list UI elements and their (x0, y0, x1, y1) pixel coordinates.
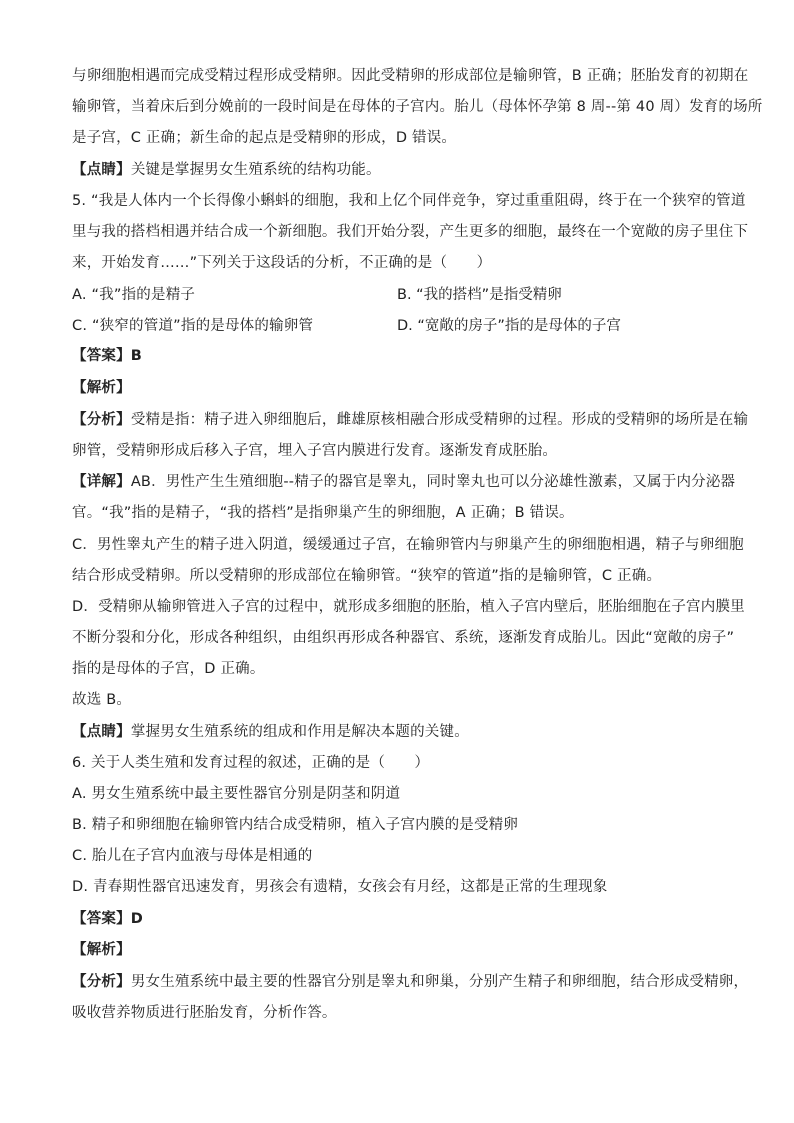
question-5-conclusion: 故选 B。 (72, 692, 132, 708)
question-5-stem-line: 里与我的搭档相遇并结合成一个新细胞。我们开始分裂，产生更多的细胞，最终在一个宽敞的房子里住下 (72, 224, 749, 240)
question-6-option-b: B. 精子和卵细胞在输卵管内结合成受精卵，植入子宫内膜的是受精卵 (72, 817, 519, 833)
question-5-fenxi-line (72, 410, 748, 430)
paragraph-line: 与卵细胞相遇而完成受精过程形成受精卵。因此受精卵的形成部位是输卵管，B 正确；胚胎发育的初期在 (72, 68, 749, 84)
question-6-option-a: A. 男女生殖系统中最主要性器官分别是阴茎和阴道 (72, 786, 401, 802)
paragraph-line: 输卵管，当着床后到分娩前的一段时间是在母体的子宫内。胎儿（母体怀孕第 8 周--第 40 周）发育的场所 (72, 99, 763, 115)
question-5-analysis-heading: 【解析】 (72, 380, 131, 396)
dianjing-text: 关键是掌握男女生殖系统的结构功能。 (130, 162, 381, 178)
dianjing-note (72, 722, 469, 742)
dianjing-note (72, 160, 381, 180)
question-5-xiangjie-line (72, 472, 735, 492)
question-5-detail-d-line: 指的是母体的子宫，D 正确。 (72, 661, 265, 677)
question-5-fenxi-line: 卵管，受精卵形成后移入子宫，埋入子宫内膜进行发育。逐渐发育成胚胎。 (72, 443, 558, 459)
xiangjie-tag: 【详解】 (72, 474, 131, 490)
question-6-option-c: C. 胎儿在子宫内血液与母体是相通的 (72, 848, 313, 864)
question-5-xiangjie-line: 官。“我”指的是精子，“我的搭档”是指卵巢产生的卵细胞，A 正确；B 错误。 (72, 505, 574, 521)
paragraph-line: 是子宫，C 正确；新生命的起点是受精卵的形成，D 错误。 (72, 130, 457, 146)
fenxi-tag: 【分析】 (72, 974, 131, 990)
fenxi-tag: 【分析】 (72, 412, 131, 428)
question-5-option-a: A. “我”指的是精子 (72, 287, 196, 303)
dianjing-tag: 【点睛】 (72, 162, 131, 178)
fenxi-text: 受精是指：精子进入卵细胞后，雌雄原核相融合形成受精卵的过程。形成的受精卵的场所是在输 (130, 412, 749, 428)
question-6-stem: 6. 关于人类生殖和发育过程的叙述，正确的是（ ） (72, 755, 430, 771)
question-5-detail-c-line: 结合形成受精卵。所以受精卵的形成部位在输卵管。“狭窄的管道”指的是输卵管，C 正确。 (72, 568, 662, 584)
dianjing-tag: 【点睛】 (72, 724, 131, 740)
question-5-detail-d-line: D．受精卵从输卵管进入子宫的过程中，就形成多细胞的胚胎，植入子宫内壁后，胚胎细胞在子宫内膜里 (72, 599, 745, 615)
question-5-answer: 【答案】B (72, 348, 143, 364)
question-6-analysis-heading: 【解析】 (72, 942, 131, 958)
question-5-stem-line: 5. “我是人体内一个长得像小蝌蚪的细胞，我和上亿个同伴竞争，穿过重重阻碍，终于在一个狭窄的管道 (72, 193, 746, 209)
question-6-fenxi-line (72, 972, 748, 992)
question-5-stem-line: 来，开始发育……”下列关于这段话的分析，不正确的是（ ） (72, 255, 492, 271)
xiangjie-text: AB．男性产生生殖细胞--精子的器官是睾丸，同时睾丸也可以分泌雄性激素，又属于内分泌器 (130, 474, 736, 490)
question-5-option-c: C. “狭窄的管道”指的是母体的输卵管 (72, 318, 314, 334)
question-5-detail-d-line: 不断分裂和分化，形成各种组织，由组织再形成各种器官、系统，逐渐发育成胎儿。因此“宽敞的房子” (72, 630, 735, 646)
question-5-option-d: D. “宽敞的房子”指的是母体的子宫 (397, 318, 621, 334)
question-6-option-d: D. 青春期性器官迅速发育，男孩会有遗精，女孩会有月经，这都是正常的生理现象 (72, 879, 608, 895)
question-5-option-b: B. “我的搭档”是指受精卵 (397, 287, 562, 303)
question-6-fenxi-line: 吸收营养物质进行胚胎发育，分析作答。 (72, 1005, 337, 1021)
dianjing-text: 掌握男女生殖系统的组成和作用是解决本题的关键。 (130, 724, 469, 740)
question-5-detail-c-line: C．男性睾丸产生的精子进入阴道，缓缓通过子宫，在输卵管内与卵巢产生的卵细胞相遇，精子与卵细胞 (72, 537, 744, 553)
fenxi-text: 男女生殖系统中最主要的性器官分别是睾丸和卵巢，分别产生精子和卵细胞，结合形成受精卵， (130, 974, 749, 990)
question-6-answer: 【答案】D (72, 911, 144, 927)
